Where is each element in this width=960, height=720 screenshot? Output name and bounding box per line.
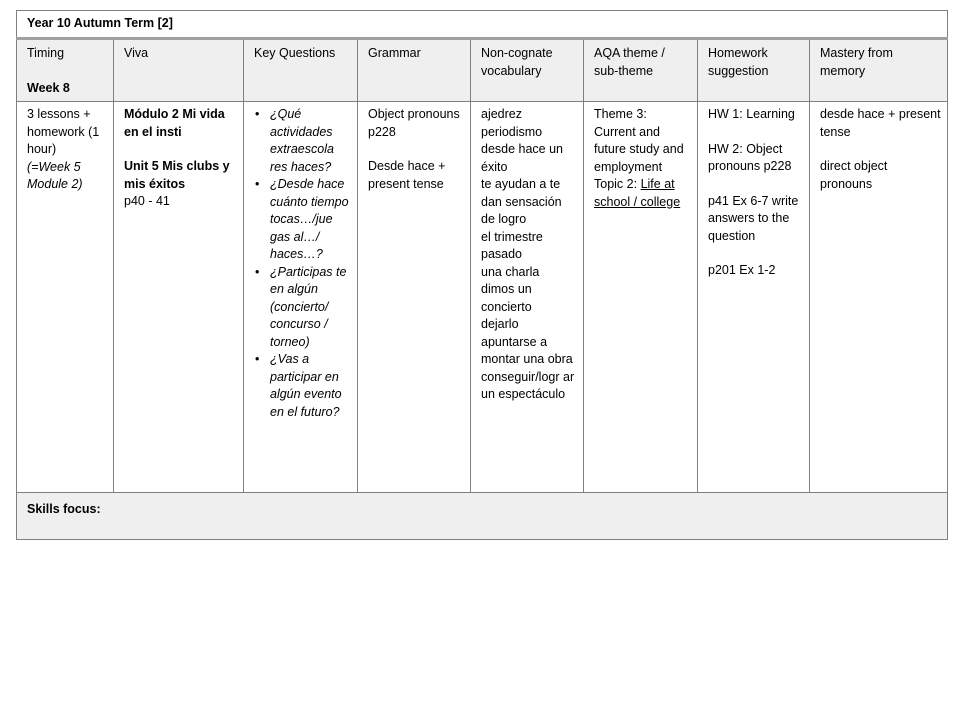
scheme-of-work-table — [16, 10, 948, 540]
key-questions-list — [254, 106, 351, 421]
key-questions-cell — [244, 102, 358, 493]
aqa-topic-prefix: Topic 2: — [594, 177, 638, 191]
header-timing-label: Timing — [27, 46, 65, 60]
header-row — [17, 39, 948, 102]
header-viva: Viva — [114, 39, 244, 102]
key-question-item: • ¿Qué actividades extraescola res haces? — [270, 106, 351, 176]
week-row — [17, 102, 948, 493]
vocab-item: periodismo — [481, 124, 543, 139]
vocab-item: dimos un concierto — [481, 282, 532, 314]
vocab-item: ajedrez — [481, 107, 522, 121]
viva-pages: p40 - 41 — [124, 194, 170, 208]
homework-item: p41 Ex 6-7 write answers to the question — [708, 193, 799, 243]
vocab-item: apuntarse a — [481, 334, 548, 349]
vocab-item: una charla — [481, 264, 540, 279]
viva-module: Módulo 2 Mi vida en el insti — [124, 107, 225, 139]
key-question-item: • ¿Vas a participar en algún evento en el futuro? — [270, 351, 351, 421]
vocab-cell — [471, 102, 584, 493]
term-title: Year 10 Autumn Term [2] — [17, 11, 948, 39]
vocab-item: el trimestre pasado — [481, 229, 543, 261]
header-mastery: Mastery from memory — [810, 39, 948, 102]
vocab-item: un espectáculo — [481, 387, 566, 401]
skills-focus-label: Skills focus: — [17, 493, 948, 540]
header-week: Week 8 — [27, 80, 70, 95]
aqa-topic-link[interactable]: Life at school / college — [594, 177, 681, 209]
skills-row — [17, 493, 948, 540]
timing-cell — [17, 102, 114, 493]
vocab-item: te ayudan a te dan sensación de logro — [481, 177, 562, 226]
title-row — [17, 11, 948, 39]
homework-cell — [698, 102, 810, 493]
header-homework: Homework suggestion — [698, 39, 810, 102]
vocab-item: conseguir/logr ar — [481, 369, 575, 384]
vocab-item: montar una obra — [481, 352, 573, 366]
key-question-item: • ¿Participas te en algún (concierto/ concurso / torneo) — [270, 264, 351, 352]
vocab-item: dejarlo — [481, 317, 519, 331]
aqa-cell — [584, 102, 698, 493]
mastery-cell — [810, 102, 948, 493]
header-timing — [17, 39, 114, 102]
mastery-item: desde hace + present tense — [820, 107, 941, 139]
viva-unit: Unit 5 Mis clubs y mis éxitos — [124, 159, 230, 191]
key-question-item: • ¿Desde hace cuánto tiempo tocas…/jue gas al…/ haces…? — [270, 176, 351, 264]
homework-item: p201 Ex 1-2 — [708, 263, 776, 277]
timing-note: (=Week 5 Module 2) — [27, 159, 83, 191]
vocab-item: desde hace un éxito — [481, 142, 564, 174]
homework-item: HW 1: Learning — [708, 107, 795, 121]
aqa-theme: Theme 3: Current and future study and employment — [594, 107, 684, 174]
grammar-item: Object pronouns p228 — [368, 107, 460, 139]
timing-main: 3 lessons + homework (1 hour) — [27, 107, 100, 156]
mastery-item: direct object pronouns — [820, 159, 888, 191]
grammar-cell — [358, 102, 471, 493]
viva-cell — [114, 102, 244, 493]
homework-item: HW 2: Object pronouns p228 — [708, 141, 792, 173]
header-key-questions: Key Questions — [244, 39, 358, 102]
header-vocab: Non-cognate vocabulary — [471, 39, 584, 102]
header-aqa: AQA theme / sub-theme — [584, 39, 698, 102]
grammar-item: Desde hace + present tense — [368, 159, 446, 191]
header-grammar: Grammar — [358, 39, 471, 102]
